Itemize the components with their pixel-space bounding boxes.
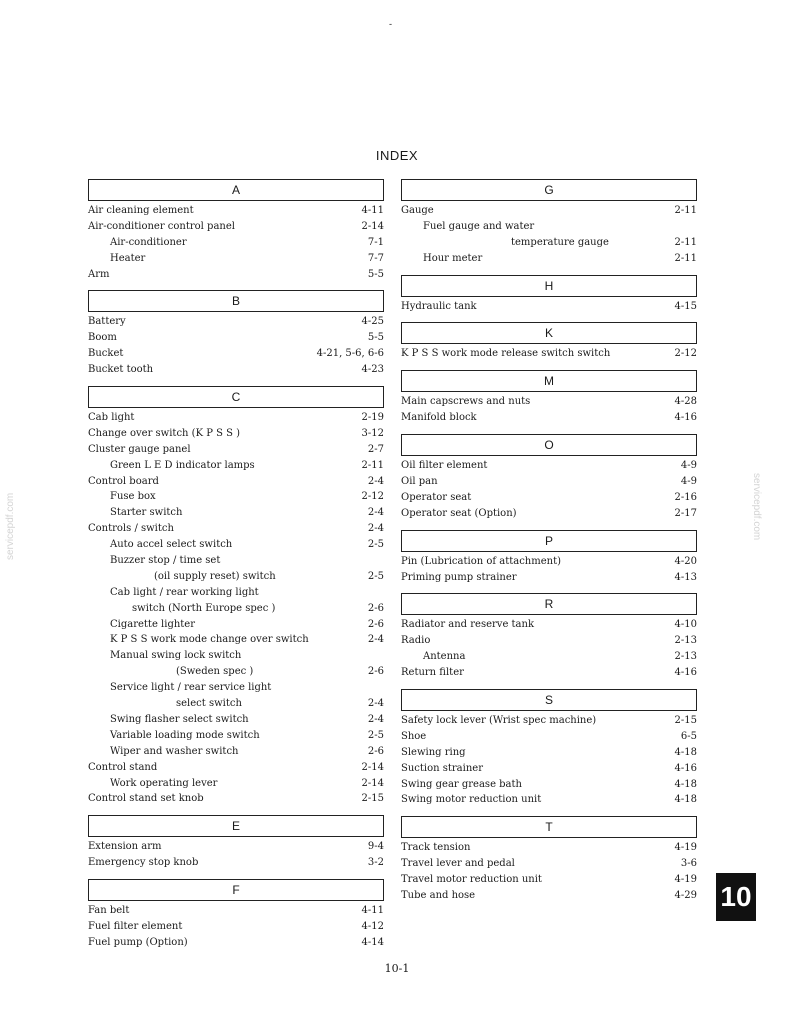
entry-label: Hydraulic tank	[401, 300, 477, 312]
entry-page-ref: 4-16	[674, 762, 697, 774]
entry-page-ref: 2-4	[367, 713, 384, 725]
entry-label: Hour meter	[423, 252, 483, 264]
entry-page-ref: 4-11	[361, 205, 384, 216]
entry-page-ref: 4-11	[361, 905, 384, 917]
entry-page-ref: 4-23	[361, 364, 384, 376]
entry-label: Swing motor reduction unit	[401, 794, 542, 806]
section-letter-heading: S	[401, 689, 697, 711]
entry-label: temperature gauge	[511, 236, 609, 248]
entry-label: Return filter	[401, 667, 464, 679]
index-section-r	[401, 593, 697, 681]
entry-label: Travel lever and pedal	[401, 858, 515, 870]
entry-page-ref: 2-4	[367, 507, 384, 519]
entry-page-ref: 2-15	[361, 793, 384, 805]
index-entry	[401, 777, 697, 793]
entry-label: Air-conditioner control panel	[88, 220, 235, 232]
index-column-right	[401, 179, 697, 912]
entry-label: Auto accel select switch	[110, 539, 233, 551]
index-entry	[88, 235, 384, 251]
entry-label: Control board	[88, 475, 159, 487]
index-entry	[88, 474, 384, 490]
index-entry	[401, 888, 697, 904]
index-entry	[88, 760, 384, 776]
entry-page-ref: 2-4	[367, 475, 384, 487]
entry-page-ref: 4-19	[674, 842, 697, 854]
index-entry	[88, 426, 384, 442]
section-letter-heading: T	[401, 816, 697, 838]
index-entry	[88, 505, 384, 521]
index-entry	[88, 648, 384, 664]
index-entry	[88, 569, 384, 585]
index-section-h	[401, 275, 697, 315]
index-entry	[88, 664, 384, 680]
index-entry	[401, 713, 697, 729]
index-entry	[88, 744, 384, 760]
entry-label: Work operating lever	[110, 777, 218, 789]
index-entry	[88, 267, 384, 283]
entry-page-ref: 2-5	[367, 539, 384, 551]
index-entry	[401, 745, 697, 761]
entry-page-ref: 2-11	[674, 252, 697, 264]
entry-page-ref: 2-4	[367, 634, 384, 646]
entry-page-ref: 4-18	[674, 778, 697, 790]
entry-label: Control stand set knob	[88, 793, 204, 805]
section-letter-heading: A	[88, 179, 384, 201]
index-section-s	[401, 689, 697, 808]
entry-page-ref: 3-6	[680, 858, 697, 870]
index-entry	[88, 251, 384, 267]
entry-label: Arm	[88, 268, 110, 280]
section-letter-heading: P	[401, 530, 697, 552]
index-entry	[88, 219, 384, 235]
index-column-left	[88, 179, 384, 959]
entry-label: Swing gear grease bath	[401, 778, 522, 790]
entry-page-ref: 2-17	[674, 507, 697, 519]
entry-label: Gauge	[401, 205, 434, 216]
entry-label: K P S S work mode release switch switch	[401, 348, 611, 360]
entry-page-ref: 4-15	[674, 300, 697, 312]
index-entry	[88, 839, 384, 855]
entry-label: Pin (Lubrication of attachment)	[401, 555, 561, 567]
entry-label: Heater	[110, 252, 146, 264]
entry-page-ref: 3-12	[361, 427, 384, 439]
index-section-f	[88, 879, 384, 951]
entry-label: K P S S work mode change over switch	[110, 634, 309, 646]
entry-page-ref: 4-9	[680, 460, 697, 472]
index-entry	[401, 251, 697, 267]
section-letter-heading: O	[401, 434, 697, 456]
entry-label: Travel motor reduction unit	[401, 874, 542, 886]
entry-label: Extension arm	[88, 841, 162, 853]
entry-page-ref: 4-9	[680, 476, 697, 488]
index-entry	[88, 791, 384, 807]
entry-page-ref: 4-19	[674, 874, 697, 886]
index-entry	[88, 489, 384, 505]
entry-label: Operator seat	[401, 491, 472, 503]
entry-label: Air-conditioner	[110, 236, 187, 248]
index-entry	[88, 696, 384, 712]
entry-page-ref: 2-11	[674, 205, 697, 216]
entry-label: Slewing ring	[401, 746, 466, 758]
index-entry	[401, 490, 697, 506]
index-section-g	[401, 179, 697, 267]
index-entry	[88, 632, 384, 648]
index-entry	[401, 856, 697, 872]
entry-page-ref: 2-14	[361, 777, 384, 789]
index-entry	[88, 442, 384, 458]
index-entry	[401, 761, 697, 777]
index-entry	[88, 458, 384, 474]
index-entry	[88, 553, 384, 569]
entry-label: Fuel gauge and water	[423, 220, 535, 232]
index-entry	[401, 554, 697, 570]
index-entry	[88, 346, 384, 362]
entry-label: Starter switch	[110, 507, 183, 519]
index-entry	[88, 919, 384, 935]
section-letter-heading: E	[88, 815, 384, 837]
section-letter-heading: B	[88, 290, 384, 312]
entry-label: (oil supply reset) switch	[154, 570, 276, 582]
index-entry	[401, 346, 697, 362]
entry-label: Tube and hose	[401, 890, 476, 902]
entry-page-ref: 2-6	[367, 745, 384, 757]
section-letter-heading: F	[88, 879, 384, 901]
entry-label: Radio	[401, 635, 431, 647]
entry-label: Main capscrews and nuts	[401, 396, 531, 408]
section-letter-heading: R	[401, 593, 697, 615]
entry-page-ref: 4-18	[674, 746, 697, 758]
entry-page-ref: 4-16	[674, 412, 697, 424]
watermark-right: servicepdf.com	[751, 473, 762, 541]
index-entry	[88, 314, 384, 330]
entry-label: Emergency stop knob	[88, 857, 199, 869]
entry-page-ref: 2-15	[674, 715, 697, 727]
entry-page-ref: 2-5	[367, 570, 384, 582]
entry-label: Service light / rear service light	[110, 682, 272, 694]
index-entry	[401, 649, 697, 665]
index-entry	[88, 728, 384, 744]
index-entry	[401, 729, 697, 745]
index-entry	[88, 585, 384, 601]
entry-label: Controls / switch	[88, 523, 174, 535]
index-entry	[88, 855, 384, 871]
section-letter-heading: C	[88, 386, 384, 408]
index-entry	[401, 840, 697, 856]
entry-label: Bucket	[88, 348, 124, 360]
chapter-tab-badge: 10	[716, 873, 756, 921]
index-section-o	[401, 434, 697, 522]
index-entry	[88, 617, 384, 633]
watermark-left: servicepdf.com	[5, 492, 16, 560]
entry-label: Bucket tooth	[88, 364, 154, 376]
entry-page-ref: 4-18	[674, 794, 697, 806]
entry-page-ref: 2-4	[367, 698, 384, 710]
entry-label: Buzzer stop / time set	[110, 555, 221, 567]
entry-label: Fuel filter element	[88, 920, 183, 932]
index-entry	[401, 792, 697, 808]
index-entry	[401, 203, 697, 219]
entry-page-ref: 2-5	[367, 729, 384, 741]
index-entry	[401, 394, 697, 410]
entry-page-ref: 2-4	[367, 523, 384, 535]
section-letter-heading: M	[401, 370, 697, 392]
index-entry	[88, 776, 384, 792]
index-section-k	[401, 322, 697, 362]
entry-label: Cigarette lighter	[110, 618, 195, 630]
entry-label: Control stand	[88, 761, 158, 773]
entry-page-ref: 2-12	[361, 491, 384, 503]
entry-page-ref: 5-5	[367, 332, 384, 344]
index-section-b	[88, 290, 384, 378]
index-entry	[401, 617, 697, 633]
entry-page-ref: 6-5	[680, 730, 697, 742]
index-entry	[401, 570, 697, 586]
entry-page-ref: 2-12	[674, 348, 697, 360]
entry-page-ref: 2-14	[361, 761, 384, 773]
index-entry	[88, 362, 384, 378]
entry-page-ref: 2-19	[361, 412, 384, 424]
entry-page-ref: 4-28	[674, 396, 697, 408]
index-section-c	[88, 386, 384, 807]
section-letter-heading: H	[401, 275, 697, 297]
index-entry	[88, 601, 384, 617]
page-title: INDEX	[375, 148, 419, 163]
entry-label: Cab light	[88, 412, 135, 424]
entry-label: Battery	[88, 316, 126, 328]
entry-page-ref: 3-2	[367, 857, 384, 869]
entry-page-ref: 2-14	[361, 220, 384, 232]
entry-page-ref: 4-10	[674, 619, 697, 631]
entry-label: Fuel pump (Option)	[88, 936, 188, 948]
entry-page-ref: 7-7	[367, 252, 384, 264]
entry-label: Fuse box	[110, 491, 156, 503]
entry-page-ref: 2-11	[674, 236, 697, 248]
index-section-p	[401, 530, 697, 586]
index-entry	[88, 330, 384, 346]
section-letter-heading: G	[401, 179, 697, 201]
entry-label: Wiper and washer switch	[110, 745, 239, 757]
entry-page-ref: 4-13	[674, 571, 697, 583]
entry-label: Oil pan	[401, 476, 438, 488]
index-entry	[401, 633, 697, 649]
entry-page-ref: 2-6	[367, 602, 384, 614]
index-entry	[401, 474, 697, 490]
entry-page-ref: 2-13	[674, 635, 697, 647]
index-entry	[401, 458, 697, 474]
entry-label: Shoe	[401, 730, 427, 742]
entry-page-ref: 9-4	[367, 841, 384, 853]
entry-label: Cluster gauge panel	[88, 443, 191, 455]
entry-page-ref: 4-20	[674, 555, 697, 567]
entry-page-ref: 4-25	[361, 316, 384, 328]
index-entry	[88, 712, 384, 728]
entry-page-ref: 4-16	[674, 667, 697, 679]
index-entry	[401, 235, 697, 251]
entry-label: Priming pump strainer	[401, 571, 517, 583]
entry-label: Cab light / rear working light	[110, 586, 259, 598]
entry-label: Change over switch (K P S S )	[88, 427, 241, 439]
entry-page-ref: 2-11	[361, 459, 384, 471]
entry-label: Operator seat (Option)	[401, 507, 517, 519]
index-entry	[88, 410, 384, 426]
entry-page-ref: 4-14	[361, 936, 384, 948]
entry-label: Air cleaning element	[88, 205, 194, 216]
top-mark: -	[389, 20, 393, 30]
entry-label: Manual swing lock switch	[110, 650, 242, 662]
entry-page-ref: 7-1	[367, 236, 384, 248]
index-entry	[401, 219, 697, 235]
entry-label: Antenna	[423, 651, 466, 663]
index-entry	[401, 299, 697, 315]
index-entry	[88, 537, 384, 553]
entry-label: Swing flasher select switch	[110, 713, 249, 725]
entry-page-ref: 4-29	[674, 890, 697, 902]
entry-label: (Sweden spec )	[176, 666, 254, 678]
entry-label: Suction strainer	[401, 762, 483, 774]
index-entry	[88, 680, 384, 696]
index-section-e	[88, 815, 384, 871]
index-entry	[88, 521, 384, 537]
entry-label: Radiator and reserve tank	[401, 619, 535, 631]
index-entry	[401, 506, 697, 522]
entry-label: Variable loading mode switch	[110, 729, 260, 741]
index-entry	[401, 665, 697, 681]
entry-label: Green L E D indicator lamps	[110, 459, 255, 471]
index-section-m	[401, 370, 697, 426]
entry-page-ref: 2-16	[674, 491, 697, 503]
index-section-a	[88, 179, 384, 282]
entry-label: Oil filter element	[401, 460, 488, 472]
entry-page-ref: 2-13	[674, 651, 697, 663]
entry-label: Safety lock lever (Wrist spec machine)	[401, 715, 597, 727]
index-entry	[88, 903, 384, 919]
entry-label: Boom	[88, 332, 117, 344]
section-letter-heading: K	[401, 322, 697, 344]
entry-label: switch (North Europe spec )	[132, 602, 276, 614]
entry-label: Fan belt	[88, 905, 130, 917]
entry-label: Track tension	[401, 842, 471, 854]
index-entry	[401, 410, 697, 426]
entry-page-ref: 2-6	[367, 666, 384, 678]
entry-page-ref: 4-21, 5-6, 6-6	[316, 348, 384, 360]
index-section-t	[401, 816, 697, 904]
entry-page-ref: 4-12	[361, 920, 384, 932]
entry-page-ref: 2-6	[367, 618, 384, 630]
index-entry	[401, 872, 697, 888]
entry-page-ref: 5-5	[367, 268, 384, 280]
index-entry	[88, 935, 384, 951]
entry-page-ref: 2-7	[367, 443, 384, 455]
page-number: 10-1	[384, 962, 410, 975]
entry-label: select switch	[176, 698, 242, 710]
index-entry	[88, 203, 384, 219]
entry-label: Manifold block	[401, 412, 477, 424]
